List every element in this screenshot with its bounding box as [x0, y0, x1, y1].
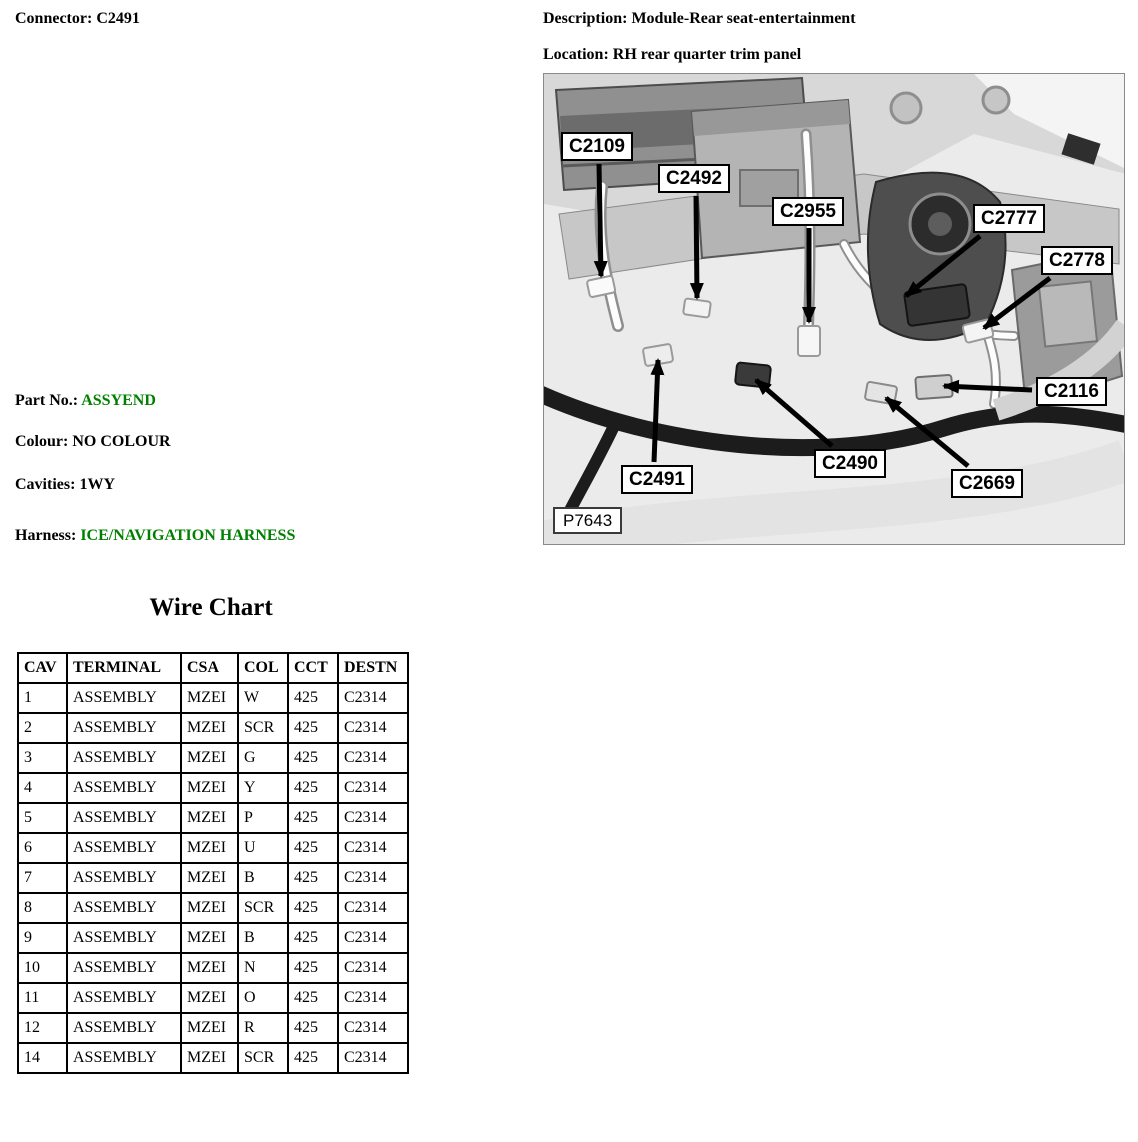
cell: 4: [18, 773, 67, 803]
cell: ASSEMBLY: [67, 983, 181, 1013]
cell: 425: [288, 713, 338, 743]
cell: 12: [18, 1013, 67, 1043]
harness-label: Harness:: [15, 527, 77, 544]
callout-c2491: C2491: [621, 465, 693, 494]
cell: MZEI: [181, 983, 238, 1013]
callout-c2492: C2492: [658, 164, 730, 193]
table-row: [18, 713, 408, 743]
cell: ASSEMBLY: [67, 683, 181, 713]
cell: 425: [288, 833, 338, 863]
cell: Y: [238, 773, 288, 803]
col-header-cav: CAV: [18, 653, 67, 683]
cell: 425: [288, 953, 338, 983]
colour-value: NO COLOUR: [72, 433, 171, 450]
cell: 425: [288, 923, 338, 953]
cell: C2314: [338, 773, 408, 803]
cell: B: [238, 923, 288, 953]
description-heading: [543, 10, 856, 28]
cell: U: [238, 833, 288, 863]
cell: 10: [18, 953, 67, 983]
colour-line: [15, 433, 171, 451]
cell: W: [238, 683, 288, 713]
harness-line: [15, 527, 295, 545]
cell: 425: [288, 773, 338, 803]
cell: MZEI: [181, 1043, 238, 1073]
location-heading: [543, 46, 801, 64]
cell: ASSEMBLY: [67, 1043, 181, 1073]
callout-c2778: C2778: [1041, 246, 1113, 275]
connector-label: Connector:: [15, 10, 93, 27]
cavities-label: Cavities:: [15, 476, 76, 493]
cell: MZEI: [181, 923, 238, 953]
cell: MZEI: [181, 893, 238, 923]
cell: 6: [18, 833, 67, 863]
cell: 425: [288, 1043, 338, 1073]
cell: 5: [18, 803, 67, 833]
cell: C2314: [338, 803, 408, 833]
description-value: Module-Rear seat-entertainment: [631, 10, 856, 27]
harness-value: ICE/NAVIGATION HARNESS: [80, 527, 296, 544]
description-label: Description:: [543, 10, 628, 27]
callout-c2490: C2490: [814, 449, 886, 478]
cell: MZEI: [181, 773, 238, 803]
cell: C2314: [338, 713, 408, 743]
col-header-terminal: TERMINAL: [67, 653, 181, 683]
cell: SCR: [238, 893, 288, 923]
cavities-value: 1WY: [79, 476, 115, 493]
photo-id-label: P7643: [553, 507, 622, 534]
connector-location-photo: [543, 73, 1125, 545]
cell: 9: [18, 923, 67, 953]
table-row: [18, 863, 408, 893]
location-label: Location:: [543, 46, 609, 63]
table-row: [18, 923, 408, 953]
cell: C2314: [338, 893, 408, 923]
cell: MZEI: [181, 713, 238, 743]
cell: MZEI: [181, 803, 238, 833]
cell: SCR: [238, 1043, 288, 1073]
cavities-line: [15, 476, 115, 494]
cell: MZEI: [181, 683, 238, 713]
cell: C2314: [338, 1043, 408, 1073]
cell: ASSEMBLY: [67, 743, 181, 773]
connector-heading: [15, 10, 140, 28]
cell: B: [238, 863, 288, 893]
cell: 425: [288, 683, 338, 713]
cell: ASSEMBLY: [67, 833, 181, 863]
cell: C2314: [338, 923, 408, 953]
cell: 7: [18, 863, 67, 893]
cell: ASSEMBLY: [67, 923, 181, 953]
cell: R: [238, 1013, 288, 1043]
table-row: [18, 773, 408, 803]
part-no-value: ASSYEND: [81, 392, 156, 409]
callout-c2116: C2116: [1036, 377, 1107, 406]
cell: 425: [288, 743, 338, 773]
cell: 8: [18, 893, 67, 923]
cell: ASSEMBLY: [67, 953, 181, 983]
cell: C2314: [338, 683, 408, 713]
part-no-line: [15, 392, 156, 410]
table-row: [18, 953, 408, 983]
cell: G: [238, 743, 288, 773]
cell: O: [238, 983, 288, 1013]
cell: 425: [288, 983, 338, 1013]
callout-c2109: C2109: [561, 132, 633, 161]
cell: 425: [288, 803, 338, 833]
connector-value: C2491: [96, 10, 140, 27]
wire-chart-title: Wire Chart: [149, 594, 273, 621]
cell: MZEI: [181, 1013, 238, 1043]
table-row: [18, 683, 408, 713]
wire-chart-table: [17, 652, 409, 1074]
colour-label: Colour:: [15, 433, 69, 450]
cell: C2314: [338, 833, 408, 863]
table-row: [18, 893, 408, 923]
cell: MZEI: [181, 953, 238, 983]
cell: 425: [288, 1013, 338, 1043]
col-header-destn: DESTN: [338, 653, 408, 683]
table-row: [18, 1043, 408, 1073]
cell: MZEI: [181, 833, 238, 863]
cell: 14: [18, 1043, 67, 1073]
location-value: RH rear quarter trim panel: [612, 46, 802, 63]
callout-c2955: C2955: [772, 197, 844, 226]
table-row: [18, 743, 408, 773]
cell: C2314: [338, 953, 408, 983]
cell: C2314: [338, 1013, 408, 1043]
cell: ASSEMBLY: [67, 1013, 181, 1043]
cell: ASSEMBLY: [67, 803, 181, 833]
col-header-csa: CSA: [181, 653, 238, 683]
callout-c2777: C2777: [973, 204, 1045, 233]
table-row: [18, 983, 408, 1013]
cell: ASSEMBLY: [67, 773, 181, 803]
cell: 425: [288, 863, 338, 893]
table-row: [18, 803, 408, 833]
part-no-label: Part No.:: [15, 392, 79, 409]
table-header-row: [18, 653, 408, 683]
cell: ASSEMBLY: [67, 863, 181, 893]
cell: P: [238, 803, 288, 833]
cell: 1: [18, 683, 67, 713]
table-row: [18, 1013, 408, 1043]
cell: C2314: [338, 863, 408, 893]
cell: N: [238, 953, 288, 983]
cell: 2: [18, 713, 67, 743]
cell: 425: [288, 893, 338, 923]
cell: C2314: [338, 983, 408, 1013]
cell: ASSEMBLY: [67, 713, 181, 743]
col-header-col: COL: [238, 653, 288, 683]
col-header-cct: CCT: [288, 653, 338, 683]
cell: SCR: [238, 713, 288, 743]
cell: C2314: [338, 743, 408, 773]
cell: MZEI: [181, 863, 238, 893]
table-row: [18, 833, 408, 863]
cell: ASSEMBLY: [67, 893, 181, 923]
callout-c2669: C2669: [951, 469, 1023, 498]
cell: 11: [18, 983, 67, 1013]
cell: 3: [18, 743, 67, 773]
cell: MZEI: [181, 743, 238, 773]
